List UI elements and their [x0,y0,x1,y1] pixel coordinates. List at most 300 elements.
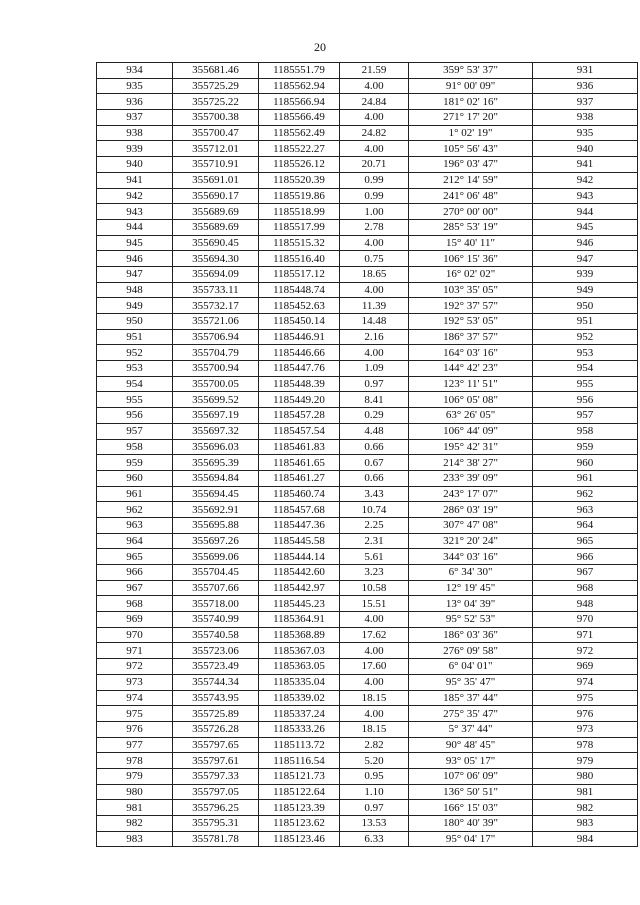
distance-cell: 3.23 [340,565,409,581]
point-number-cell: 940 [97,157,173,173]
point-number-cell: 974 [97,690,173,706]
x-coordinate-cell: 355797.61 [173,753,259,769]
point-number-cell: 977 [97,737,173,753]
table-row [97,94,638,110]
next-point-cell: 973 [533,721,638,737]
table-row [97,831,638,847]
y-coordinate-cell: 1185457.28 [259,408,340,424]
next-point-cell: 950 [533,298,638,314]
distance-cell: 0.75 [340,251,409,267]
y-coordinate-cell: 1185444.14 [259,549,340,565]
bearing-cell: 344° 03' 16" [409,549,533,565]
bearing-cell: 95° 52' 53" [409,612,533,628]
distance-cell: 10.58 [340,580,409,596]
next-point-cell: 974 [533,674,638,690]
x-coordinate-cell: 355718.00 [173,596,259,612]
next-point-cell: 975 [533,690,638,706]
x-coordinate-cell: 355694.09 [173,266,259,282]
table-row [97,63,638,79]
next-point-cell: 966 [533,549,638,565]
table-row [97,282,638,298]
y-coordinate-cell: 1185519.86 [259,188,340,204]
y-coordinate-cell: 1185460.74 [259,486,340,502]
bearing-cell: 270° 00' 00" [409,204,533,220]
distance-cell: 17.62 [340,627,409,643]
distance-cell: 0.97 [340,800,409,816]
y-coordinate-cell: 1185516.40 [259,251,340,267]
distance-cell: 4.00 [340,110,409,126]
y-coordinate-cell: 1185364.91 [259,612,340,628]
bearing-cell: 307° 47' 08" [409,517,533,533]
point-number-cell: 967 [97,580,173,596]
y-coordinate-cell: 1185445.58 [259,533,340,549]
y-coordinate-cell: 1185339.02 [259,690,340,706]
bearing-cell: 192° 53' 05" [409,314,533,330]
x-coordinate-cell: 355696.03 [173,439,259,455]
x-coordinate-cell: 355721.06 [173,314,259,330]
table-row [97,580,638,596]
next-point-cell: 957 [533,408,638,424]
table-row [97,266,638,282]
table-row [97,706,638,722]
y-coordinate-cell: 1185449.20 [259,392,340,408]
next-point-cell: 970 [533,612,638,628]
point-number-cell: 972 [97,659,173,675]
y-coordinate-cell: 1185368.89 [259,627,340,643]
distance-cell: 17.60 [340,659,409,675]
y-coordinate-cell: 1185551.79 [259,63,340,79]
table-row [97,188,638,204]
x-coordinate-cell: 355700.94 [173,361,259,377]
next-point-cell: 959 [533,439,638,455]
y-coordinate-cell: 1185520.39 [259,172,340,188]
point-number-cell: 934 [97,63,173,79]
point-number-cell: 956 [97,408,173,424]
bearing-cell: 103° 35' 05" [409,282,533,298]
table-row [97,533,638,549]
bearing-cell: 136° 50' 51" [409,784,533,800]
point-number-cell: 968 [97,596,173,612]
y-coordinate-cell: 1185337.24 [259,706,340,722]
bearing-cell: 186° 37' 57" [409,329,533,345]
point-number-cell: 941 [97,172,173,188]
bearing-cell: 285° 53' 19" [409,219,533,235]
point-number-cell: 981 [97,800,173,816]
y-coordinate-cell: 1185116.54 [259,753,340,769]
bearing-cell: 164° 03' 16" [409,345,533,361]
table-row [97,643,638,659]
distance-cell: 0.99 [340,172,409,188]
table-row [97,376,638,392]
bearing-cell: 196° 03' 47" [409,157,533,173]
y-coordinate-cell: 1185448.74 [259,282,340,298]
next-point-cell: 951 [533,314,638,330]
distance-cell: 5.61 [340,549,409,565]
distance-cell: 2.82 [340,737,409,753]
next-point-cell: 949 [533,282,638,298]
bearing-cell: 276° 09' 58" [409,643,533,659]
next-point-cell: 976 [533,706,638,722]
table-row [97,251,638,267]
next-point-cell: 948 [533,596,638,612]
table-row [97,219,638,235]
x-coordinate-cell: 355796.25 [173,800,259,816]
next-point-cell: 961 [533,470,638,486]
next-point-cell: 956 [533,392,638,408]
bearing-cell: 91° 00' 09" [409,78,533,94]
y-coordinate-cell: 1185123.39 [259,800,340,816]
y-coordinate-cell: 1185445.23 [259,596,340,612]
point-number-cell: 960 [97,470,173,486]
distance-cell: 4.48 [340,423,409,439]
distance-cell: 1.10 [340,784,409,800]
x-coordinate-cell: 355781.78 [173,831,259,847]
point-number-cell: 948 [97,282,173,298]
y-coordinate-cell: 1185515.32 [259,235,340,251]
table-row [97,612,638,628]
distance-cell: 0.67 [340,455,409,471]
next-point-cell: 953 [533,345,638,361]
distance-cell: 2.78 [340,219,409,235]
point-number-cell: 978 [97,753,173,769]
y-coordinate-cell: 1185113.72 [259,737,340,753]
y-coordinate-cell: 1185363.05 [259,659,340,675]
x-coordinate-cell: 355725.29 [173,78,259,94]
table-row [97,596,638,612]
bearing-cell: 6° 34' 30" [409,565,533,581]
bearing-cell: 195° 42' 31" [409,439,533,455]
distance-cell: 4.00 [340,345,409,361]
point-number-cell: 958 [97,439,173,455]
x-coordinate-cell: 355699.52 [173,392,259,408]
y-coordinate-cell: 1185446.66 [259,345,340,361]
distance-cell: 8.41 [340,392,409,408]
y-coordinate-cell: 1185562.94 [259,78,340,94]
point-number-cell: 962 [97,502,173,518]
distance-cell: 0.97 [340,376,409,392]
x-coordinate-cell: 355743.95 [173,690,259,706]
point-number-cell: 935 [97,78,173,94]
y-coordinate-cell: 1185442.97 [259,580,340,596]
distance-cell: 0.66 [340,470,409,486]
table-row [97,141,638,157]
bearing-cell: 95° 04' 17" [409,831,533,847]
y-coordinate-cell: 1185518.99 [259,204,340,220]
point-number-cell: 969 [97,612,173,628]
x-coordinate-cell: 355726.28 [173,721,259,737]
bearing-cell: 12° 19' 45" [409,580,533,596]
table-row [97,329,638,345]
bearing-cell: 180° 40' 39" [409,816,533,832]
point-number-cell: 964 [97,533,173,549]
y-coordinate-cell: 1185522.27 [259,141,340,157]
x-coordinate-cell: 355707.66 [173,580,259,596]
y-coordinate-cell: 1185452.63 [259,298,340,314]
distance-cell: 2.31 [340,533,409,549]
point-number-cell: 943 [97,204,173,220]
distance-cell: 2.16 [340,329,409,345]
table-row [97,314,638,330]
x-coordinate-cell: 355732.17 [173,298,259,314]
table-row [97,768,638,784]
distance-cell: 4.00 [340,706,409,722]
bearing-cell: 286° 03' 19" [409,502,533,518]
y-coordinate-cell: 1185123.46 [259,831,340,847]
bearing-cell: 233° 39' 09" [409,470,533,486]
point-number-cell: 944 [97,219,173,235]
bearing-cell: 5° 37' 44" [409,721,533,737]
x-coordinate-cell: 355704.79 [173,345,259,361]
bearing-cell: 166° 15' 03" [409,800,533,816]
point-number-cell: 965 [97,549,173,565]
y-coordinate-cell: 1185333.26 [259,721,340,737]
table-row [97,659,638,675]
table-row [97,455,638,471]
next-point-cell: 945 [533,219,638,235]
x-coordinate-cell: 355704.45 [173,565,259,581]
x-coordinate-cell: 355691.01 [173,172,259,188]
y-coordinate-cell: 1185123.62 [259,816,340,832]
bearing-cell: 15° 40' 11" [409,235,533,251]
table-row [97,345,638,361]
distance-cell: 0.95 [340,768,409,784]
table-row [97,721,638,737]
point-number-cell: 945 [97,235,173,251]
point-number-cell: 955 [97,392,173,408]
bearing-cell: 63° 26' 05" [409,408,533,424]
table-row [97,204,638,220]
x-coordinate-cell: 355700.47 [173,125,259,141]
next-point-cell: 979 [533,753,638,769]
y-coordinate-cell: 1185447.76 [259,361,340,377]
x-coordinate-cell: 355692.91 [173,502,259,518]
x-coordinate-cell: 355725.89 [173,706,259,722]
page-number: 20 [314,40,326,54]
point-number-cell: 961 [97,486,173,502]
x-coordinate-cell: 355710.91 [173,157,259,173]
y-coordinate-cell: 1185517.99 [259,219,340,235]
x-coordinate-cell: 355694.30 [173,251,259,267]
distance-cell: 13.53 [340,816,409,832]
next-point-cell: 955 [533,376,638,392]
y-coordinate-cell: 1185367.03 [259,643,340,659]
bearing-cell: 144° 42' 23" [409,361,533,377]
bearing-cell: 106° 05' 08" [409,392,533,408]
point-number-cell: 980 [97,784,173,800]
distance-cell: 0.99 [340,188,409,204]
x-coordinate-cell: 355712.01 [173,141,259,157]
table-row [97,565,638,581]
x-coordinate-cell: 355797.05 [173,784,259,800]
x-coordinate-cell: 355725.22 [173,94,259,110]
distance-cell: 6.33 [340,831,409,847]
point-number-cell: 963 [97,517,173,533]
next-point-cell: 964 [533,517,638,533]
x-coordinate-cell: 355689.69 [173,219,259,235]
bearing-cell: 185° 37' 44" [409,690,533,706]
table-row [97,486,638,502]
y-coordinate-cell: 1185457.54 [259,423,340,439]
bearing-cell: 6° 04' 01" [409,659,533,675]
next-point-cell: 963 [533,502,638,518]
table-row [97,816,638,832]
next-point-cell: 942 [533,172,638,188]
bearing-cell: 192° 37' 57" [409,298,533,314]
y-coordinate-cell: 1185446.91 [259,329,340,345]
y-coordinate-cell: 1185566.94 [259,94,340,110]
table-row [97,517,638,533]
next-point-cell: 952 [533,329,638,345]
x-coordinate-cell: 355699.06 [173,549,259,565]
table-row [97,298,638,314]
distance-cell: 15.51 [340,596,409,612]
x-coordinate-cell: 355697.32 [173,423,259,439]
bearing-cell: 13° 04' 39" [409,596,533,612]
table-row [97,674,638,690]
point-number-cell: 949 [97,298,173,314]
next-point-cell: 938 [533,110,638,126]
x-coordinate-cell: 355723.49 [173,659,259,675]
table-row [97,439,638,455]
bearing-cell: 212° 14' 59" [409,172,533,188]
next-point-cell: 941 [533,157,638,173]
bearing-cell: 275° 35' 47" [409,706,533,722]
x-coordinate-cell: 355689.69 [173,204,259,220]
point-number-cell: 966 [97,565,173,581]
next-point-cell: 965 [533,533,638,549]
point-number-cell: 971 [97,643,173,659]
distance-cell: 4.00 [340,674,409,690]
table-row [97,423,638,439]
table-row [97,737,638,753]
table-row [97,408,638,424]
point-number-cell: 942 [97,188,173,204]
bearing-cell: 105° 56' 43" [409,141,533,157]
distance-cell: 18.15 [340,690,409,706]
distance-cell: 3.43 [340,486,409,502]
x-coordinate-cell: 355697.26 [173,533,259,549]
next-point-cell: 982 [533,800,638,816]
table-row [97,502,638,518]
point-number-cell: 938 [97,125,173,141]
bearing-cell: 95° 35' 47" [409,674,533,690]
point-number-cell: 947 [97,266,173,282]
bearing-cell: 243° 17' 07" [409,486,533,502]
bearing-cell: 123° 11' 51" [409,376,533,392]
y-coordinate-cell: 1185562.49 [259,125,340,141]
next-point-cell: 958 [533,423,638,439]
x-coordinate-cell: 355697.19 [173,408,259,424]
next-point-cell: 947 [533,251,638,267]
next-point-cell: 946 [533,235,638,251]
distance-cell: 0.29 [340,408,409,424]
distance-cell: 24.82 [340,125,409,141]
y-coordinate-cell: 1185517.12 [259,266,340,282]
point-number-cell: 939 [97,141,173,157]
bearing-cell: 1° 02' 19" [409,125,533,141]
x-coordinate-cell: 355744.34 [173,674,259,690]
point-number-cell: 954 [97,376,173,392]
point-number-cell: 959 [97,455,173,471]
x-coordinate-cell: 355740.99 [173,612,259,628]
table-row [97,784,638,800]
distance-cell: 0.66 [340,439,409,455]
x-coordinate-cell: 355700.38 [173,110,259,126]
x-coordinate-cell: 355694.45 [173,486,259,502]
distance-cell: 1.00 [340,204,409,220]
x-coordinate-cell: 355695.39 [173,455,259,471]
coordinates-table [96,62,638,847]
x-coordinate-cell: 355797.33 [173,768,259,784]
distance-cell: 20.71 [340,157,409,173]
next-point-cell: 968 [533,580,638,596]
point-number-cell: 979 [97,768,173,784]
table-row [97,172,638,188]
next-point-cell: 940 [533,141,638,157]
distance-cell: 5.20 [340,753,409,769]
y-coordinate-cell: 1185442.60 [259,565,340,581]
y-coordinate-cell: 1185461.27 [259,470,340,486]
point-number-cell: 973 [97,674,173,690]
bearing-cell: 359° 53' 37" [409,63,533,79]
bearing-cell: 321° 20' 24" [409,533,533,549]
next-point-cell: 962 [533,486,638,502]
next-point-cell: 931 [533,63,638,79]
point-number-cell: 957 [97,423,173,439]
bearing-cell: 90° 48' 45" [409,737,533,753]
x-coordinate-cell: 355706.94 [173,329,259,345]
next-point-cell: 943 [533,188,638,204]
x-coordinate-cell: 355723.06 [173,643,259,659]
next-point-cell: 944 [533,204,638,220]
table-row [97,361,638,377]
y-coordinate-cell: 1185457.68 [259,502,340,518]
distance-cell: 11.39 [340,298,409,314]
bearing-cell: 214° 38' 27" [409,455,533,471]
next-point-cell: 960 [533,455,638,471]
point-number-cell: 970 [97,627,173,643]
x-coordinate-cell: 355681.46 [173,63,259,79]
distance-cell: 21.59 [340,63,409,79]
table-row [97,470,638,486]
next-point-cell: 984 [533,831,638,847]
point-number-cell: 976 [97,721,173,737]
point-number-cell: 983 [97,831,173,847]
table-row [97,549,638,565]
x-coordinate-cell: 355700.05 [173,376,259,392]
x-coordinate-cell: 355690.17 [173,188,259,204]
y-coordinate-cell: 1185526.12 [259,157,340,173]
table-row [97,800,638,816]
distance-cell: 24.84 [340,94,409,110]
next-point-cell: 935 [533,125,638,141]
point-number-cell: 951 [97,329,173,345]
point-number-cell: 937 [97,110,173,126]
table-row [97,627,638,643]
x-coordinate-cell: 355740.58 [173,627,259,643]
next-point-cell: 972 [533,643,638,659]
bearing-cell: 241° 06' 48" [409,188,533,204]
bearing-cell: 16° 02' 02" [409,266,533,282]
distance-cell: 4.00 [340,643,409,659]
y-coordinate-cell: 1185461.83 [259,439,340,455]
distance-cell: 4.00 [340,78,409,94]
bearing-cell: 106° 15' 36" [409,251,533,267]
y-coordinate-cell: 1185566.49 [259,110,340,126]
distance-cell: 1.09 [340,361,409,377]
distance-cell: 4.00 [340,282,409,298]
next-point-cell: 937 [533,94,638,110]
